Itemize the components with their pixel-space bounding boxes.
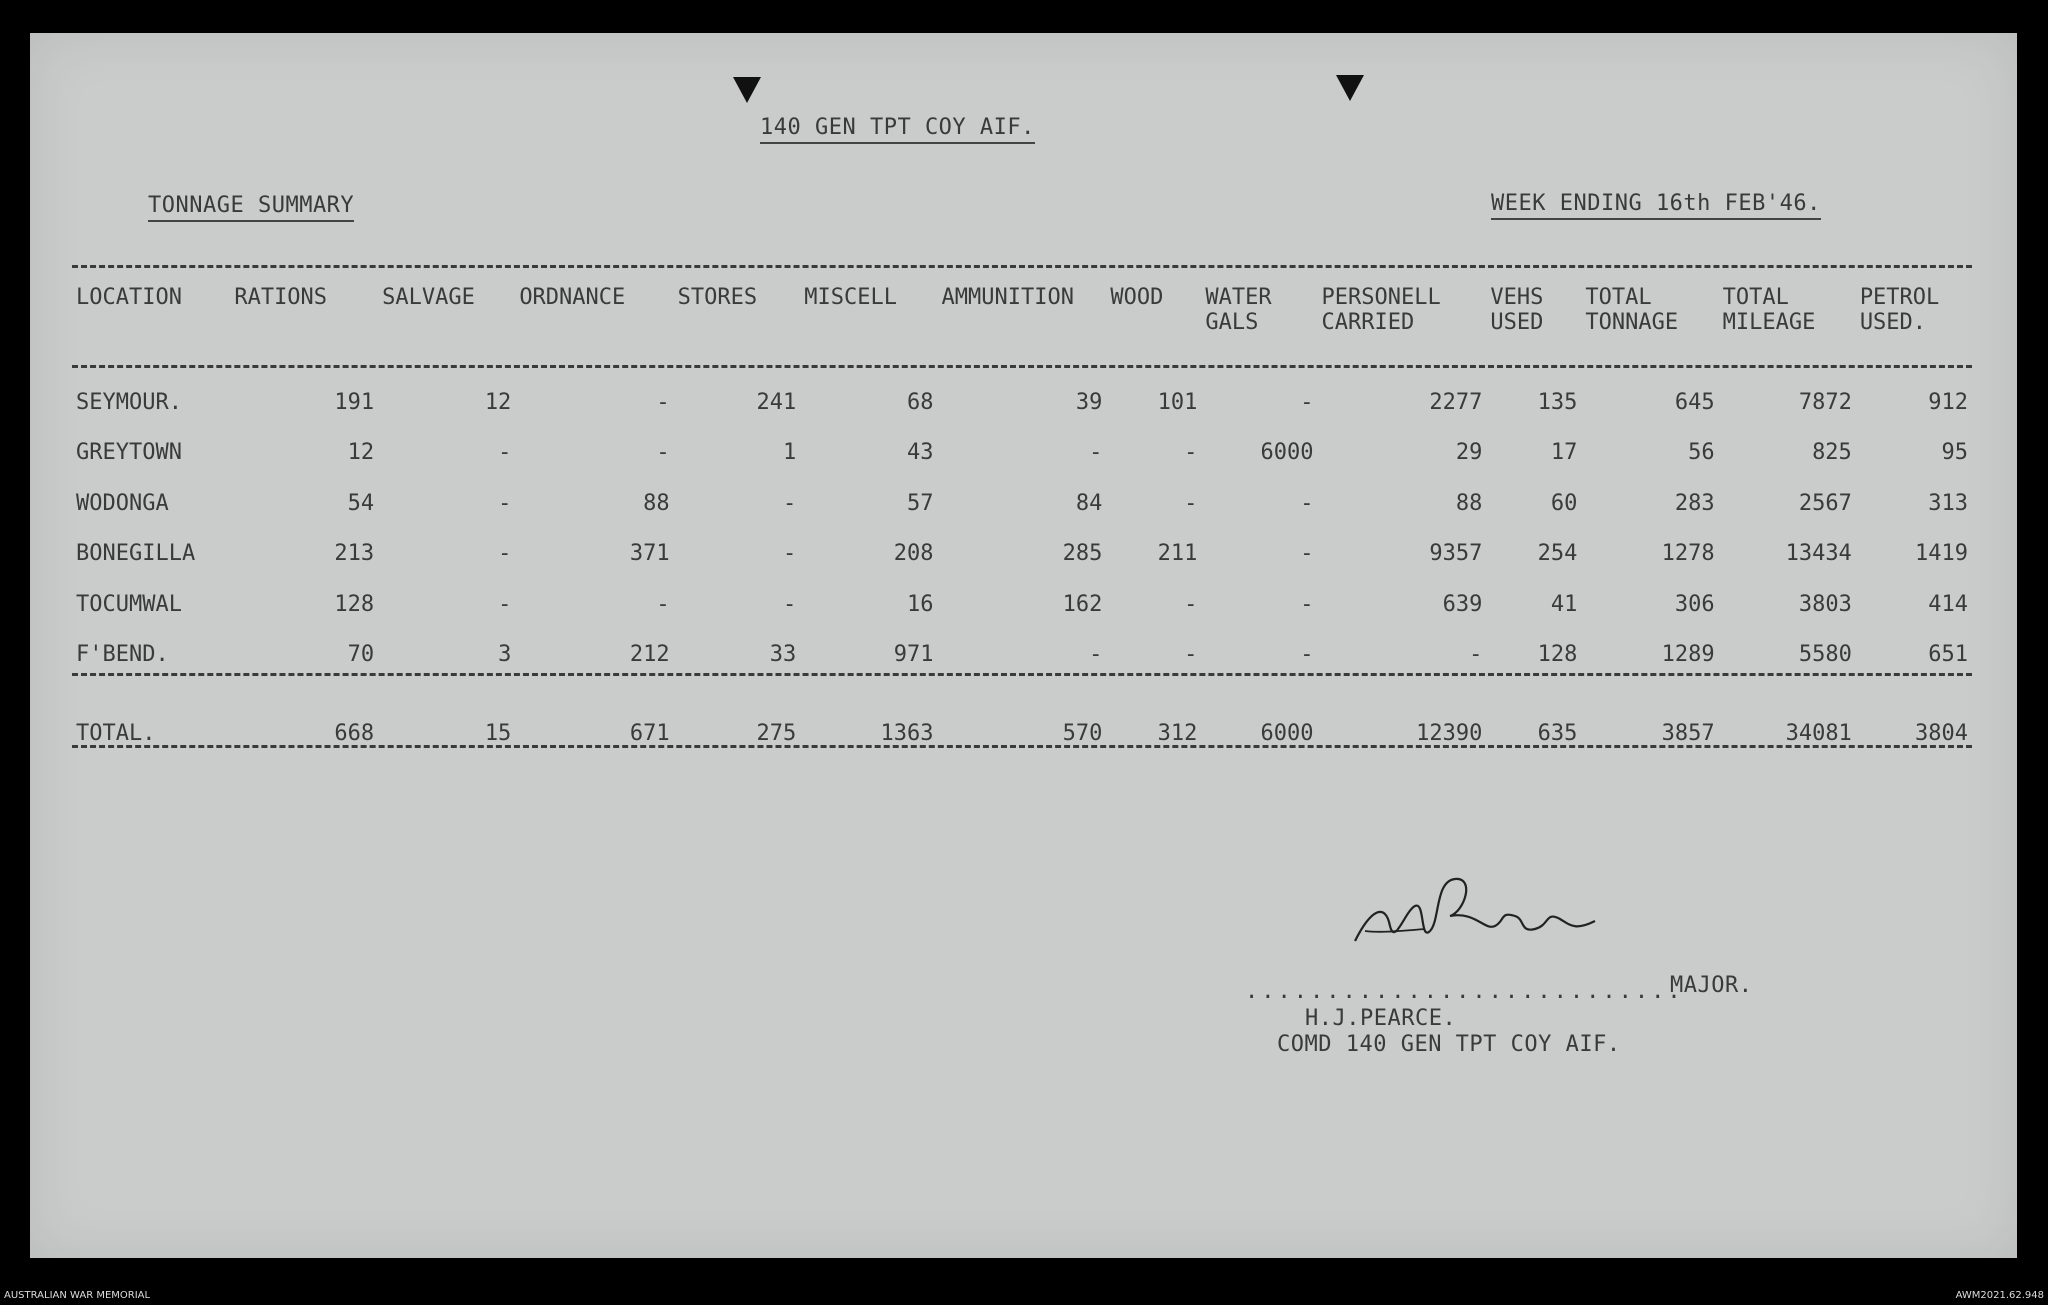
table-cell: - bbox=[1300, 642, 1314, 668]
table-cell: 639 bbox=[1442, 591, 1483, 617]
total-row bbox=[72, 700, 1972, 766]
location-cell: TOCUMWAL bbox=[76, 591, 182, 617]
location-cell: WODONGA bbox=[76, 490, 169, 516]
table-cell: 213 bbox=[334, 541, 375, 567]
table-cell: 12 bbox=[484, 389, 512, 415]
tonnage-summary-title: TONNAGE SUMMARY bbox=[148, 193, 354, 222]
table-cell: 57 bbox=[907, 490, 934, 516]
table-cell: 312 bbox=[1157, 720, 1198, 746]
table-cell: - bbox=[1089, 642, 1103, 668]
column-header: WOOD bbox=[1110, 285, 1164, 310]
table-cell: 212 bbox=[629, 642, 670, 668]
table-cell: 1289 bbox=[1661, 642, 1715, 668]
table-cell: - bbox=[498, 490, 512, 516]
spacer-cell bbox=[72, 680, 1972, 700]
table-cell: - bbox=[783, 490, 797, 516]
table-row bbox=[72, 579, 1972, 630]
column-header: MISCELL bbox=[804, 285, 898, 310]
table-cell: 668 bbox=[334, 720, 375, 746]
table-cell: 283 bbox=[1674, 490, 1715, 516]
column-header: TOTAL MILEAGE bbox=[1722, 285, 1816, 335]
tonnage-table bbox=[72, 285, 1972, 766]
column-header: RATIONS bbox=[234, 285, 328, 310]
table-cell: 70 bbox=[347, 642, 375, 668]
column-header: STORES bbox=[677, 285, 758, 310]
column-header: ORDNANCE bbox=[519, 285, 626, 310]
week-ending-title: WEEK ENDING 16th FEB'46. bbox=[1491, 191, 1821, 220]
table-cell: 912 bbox=[1928, 389, 1968, 415]
table-cell: - bbox=[1300, 389, 1314, 415]
table-cell: - bbox=[1300, 490, 1314, 516]
punch-mark-right bbox=[1336, 75, 1364, 101]
column-header: AMMUNITION bbox=[941, 285, 1074, 310]
table-cell: 254 bbox=[1537, 541, 1578, 567]
table-header-row bbox=[72, 285, 1972, 377]
column-header: LOCATION bbox=[76, 285, 182, 310]
table-cell: 162 bbox=[1062, 591, 1103, 617]
table-cell: 34081 bbox=[1785, 720, 1852, 746]
table-cell: 635 bbox=[1537, 720, 1578, 746]
table-top-rule bbox=[72, 265, 1972, 268]
table-spacer bbox=[72, 680, 1972, 700]
table-cell: 671 bbox=[629, 720, 670, 746]
location-cell: F'BEND. bbox=[76, 642, 169, 668]
table-cell: 29 bbox=[1455, 440, 1483, 466]
table-cell: - bbox=[1184, 642, 1198, 668]
table-cell: 9357 bbox=[1429, 541, 1483, 567]
table-row bbox=[72, 630, 1972, 681]
location-cell: GREYTOWN bbox=[76, 440, 182, 466]
table-cell: 208 bbox=[893, 541, 934, 567]
table-cell: 33 bbox=[769, 642, 797, 668]
table-cell: 128 bbox=[1537, 642, 1578, 668]
table-cell: 313 bbox=[1928, 490, 1968, 516]
table-cell: 88 bbox=[643, 490, 670, 516]
archive-reference: AWM2021.62.948 bbox=[1955, 1290, 2044, 1301]
table-cell: 285 bbox=[1062, 541, 1103, 567]
table-cell: 211 bbox=[1157, 541, 1198, 567]
column-header: VEHS USED bbox=[1490, 285, 1544, 335]
signature-dotted-line: ........................... bbox=[1245, 979, 1684, 1004]
signature-area bbox=[1245, 871, 1805, 1057]
signature-rank: MAJOR. bbox=[1670, 973, 1753, 998]
table-cell: 16 bbox=[907, 591, 934, 617]
handwritten-signature bbox=[1345, 871, 1605, 961]
table-cell: 2567 bbox=[1798, 490, 1852, 516]
table-cell: 15 bbox=[484, 720, 512, 746]
table-cell: 414 bbox=[1928, 591, 1968, 617]
table-cell: 88 bbox=[1455, 490, 1483, 516]
table-cell: 2277 bbox=[1429, 389, 1483, 415]
table-cell: 645 bbox=[1674, 389, 1715, 415]
punch-mark-left bbox=[733, 77, 761, 103]
table-cell: 306 bbox=[1674, 591, 1715, 617]
table-cell: 13434 bbox=[1785, 541, 1852, 567]
table-row bbox=[72, 428, 1972, 479]
table-cell: 39 bbox=[1075, 389, 1103, 415]
table-cell: - bbox=[1184, 490, 1198, 516]
table-cell: 68 bbox=[907, 389, 934, 415]
document-sheet bbox=[30, 33, 2017, 1258]
signatory-position: COMD 140 GEN TPT COY AIF. bbox=[1277, 1032, 1621, 1057]
table-cell: 275 bbox=[756, 720, 797, 746]
table-cell: 84 bbox=[1075, 490, 1103, 516]
table-cell: 101 bbox=[1157, 389, 1198, 415]
table-cell: 7872 bbox=[1798, 389, 1852, 415]
table-cell: 1 bbox=[783, 440, 797, 466]
table-cell: 241 bbox=[756, 389, 797, 415]
table-cell: 12390 bbox=[1416, 720, 1483, 746]
table-cell: 1363 bbox=[880, 720, 934, 746]
table-cell: - bbox=[783, 591, 797, 617]
table-cell: - bbox=[1300, 541, 1314, 567]
table-cell: 54 bbox=[347, 490, 375, 516]
table-row bbox=[72, 478, 1972, 529]
table-cell: 3804 bbox=[1915, 720, 1968, 746]
table-cell: 5580 bbox=[1798, 642, 1852, 668]
table-cell: 17 bbox=[1550, 440, 1578, 466]
table-cell: - bbox=[656, 389, 670, 415]
table-cell: - bbox=[783, 541, 797, 567]
column-header: PETROL USED. bbox=[1859, 285, 1940, 335]
table-row bbox=[72, 377, 1972, 428]
table-cell: 60 bbox=[1550, 490, 1578, 516]
table-cell: 651 bbox=[1928, 642, 1968, 668]
location-cell: TOTAL. bbox=[76, 720, 156, 746]
table-cell: - bbox=[498, 440, 512, 466]
table-cell: 95 bbox=[1941, 440, 1968, 466]
archive-credit: AUSTRALIAN WAR MEMORIAL bbox=[4, 1290, 151, 1301]
table-cell: - bbox=[1089, 440, 1103, 466]
table-cell: 1419 bbox=[1915, 541, 1968, 567]
table-cell: 41 bbox=[1550, 591, 1578, 617]
location-cell: BONEGILLA bbox=[76, 541, 196, 567]
table-cell: 191 bbox=[334, 389, 375, 415]
column-header: PERSONELL CARRIED bbox=[1321, 285, 1441, 335]
table-cell: - bbox=[656, 591, 670, 617]
table-cell: 12 bbox=[347, 440, 375, 466]
table-cell: 1278 bbox=[1661, 541, 1715, 567]
table-cell: 43 bbox=[907, 440, 934, 466]
column-header: TOTAL TONNAGE bbox=[1585, 285, 1679, 335]
location-cell: SEYMOUR. bbox=[76, 389, 182, 415]
table-cell: 128 bbox=[334, 591, 375, 617]
table-cell: 3 bbox=[498, 642, 512, 668]
table-cell: - bbox=[498, 591, 512, 617]
table-cell: 371 bbox=[629, 541, 670, 567]
column-header: SALVAGE bbox=[382, 285, 475, 310]
table-cell: - bbox=[656, 440, 670, 466]
table-cell: - bbox=[1300, 591, 1314, 617]
table-cell: 3857 bbox=[1661, 720, 1715, 746]
document-heading: 140 GEN TPT COY AIF. bbox=[760, 115, 1035, 144]
table-cell: 971 bbox=[893, 642, 934, 668]
table-cell: 135 bbox=[1537, 389, 1578, 415]
table-cell: - bbox=[1469, 642, 1483, 668]
table-cell: 570 bbox=[1062, 720, 1103, 746]
table-cell: 6000 bbox=[1260, 440, 1314, 466]
column-header: WATER GALS bbox=[1205, 285, 1272, 335]
table-cell: - bbox=[1184, 440, 1198, 466]
table-cell: 825 bbox=[1812, 440, 1852, 466]
table-row bbox=[72, 529, 1972, 580]
signatory-name: H.J.PEARCE. bbox=[1305, 1006, 1457, 1031]
table-cell: 6000 bbox=[1260, 720, 1314, 746]
table-cell: - bbox=[498, 541, 512, 567]
table-cell: 3803 bbox=[1798, 591, 1852, 617]
table-cell: - bbox=[1184, 591, 1198, 617]
table-body bbox=[72, 377, 1972, 766]
table-cell: 56 bbox=[1688, 440, 1715, 466]
